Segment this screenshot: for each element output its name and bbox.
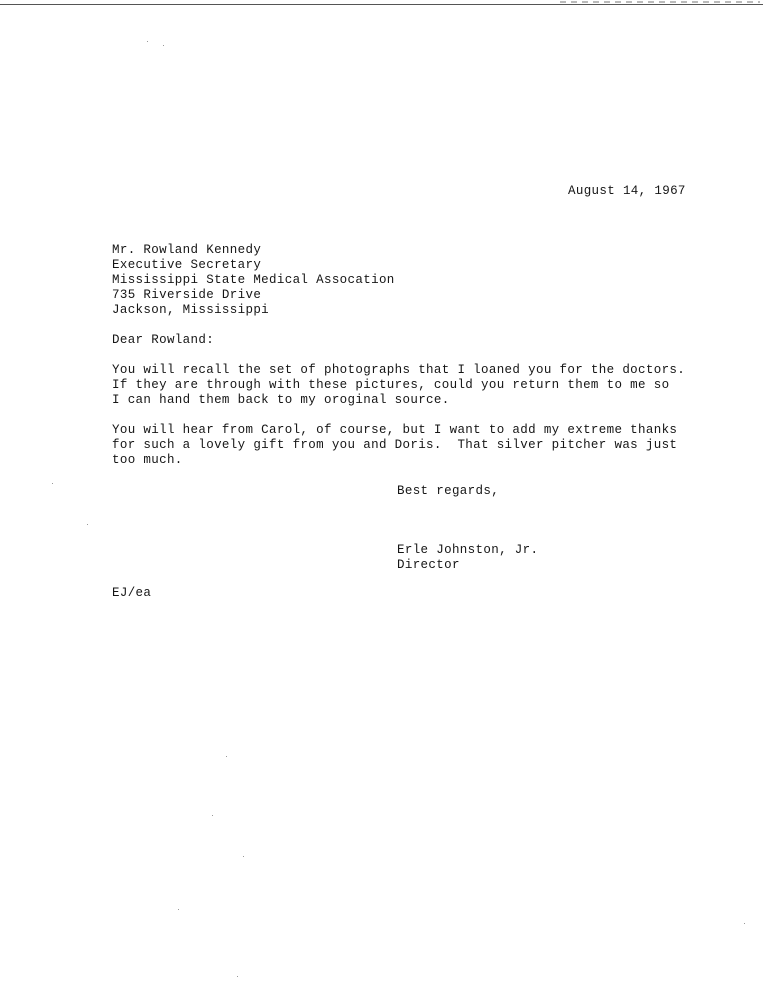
closing-text: Best regards, (397, 484, 500, 498)
letter-date: August 14, 1967 (568, 184, 686, 198)
recipient-name: Mr. Rowland Kennedy (112, 243, 262, 257)
scan-speck (163, 45, 164, 46)
paragraph-line: too much. (112, 453, 183, 467)
salutation-text: Dear Rowland: (112, 333, 215, 347)
scan-speck (147, 41, 148, 42)
paragraph-line: I can hand them back to my oroginal source. (112, 393, 450, 407)
top-edge-bleed-through (560, 1, 760, 3)
paragraph-line: If they are through with these pictures, could you return them to me so (112, 378, 670, 392)
scan-speck (178, 909, 179, 910)
paragraph-line: You will hear from Carol, of course, but I want to add my extreme thanks (112, 423, 678, 437)
scan-speck (243, 856, 244, 857)
signature-title: Director (397, 558, 460, 572)
salutation (112, 333, 214, 348)
recipient-street: 735 Riverside Drive (112, 288, 262, 302)
recipient-city: Jackson, Mississippi (112, 303, 270, 317)
recipient-title: Executive Secretary (112, 258, 262, 272)
signature-name: Erle Johnston, Jr. (397, 543, 539, 557)
paragraph-line: You will recall the set of photographs that I loaned you for the doctors. (112, 363, 686, 377)
recipient-organization: Mississippi State Medical Assocation (112, 273, 395, 287)
body-paragraph-2 (112, 423, 677, 468)
typist-initials: EJ/ea (112, 586, 152, 600)
scan-speck (226, 756, 227, 757)
scan-speck (87, 524, 88, 525)
signature-block (397, 543, 538, 573)
paragraph-line: for such a lovely gift from you and Doris. That silver pitcher was just (112, 438, 678, 452)
scan-speck (212, 815, 213, 816)
body-paragraph-1 (112, 363, 685, 408)
scan-speck (744, 923, 745, 924)
scan-speck (52, 483, 53, 484)
scan-speck (237, 976, 238, 977)
top-edge-rule (0, 4, 763, 5)
recipient-address (112, 243, 395, 318)
closing (397, 484, 499, 499)
